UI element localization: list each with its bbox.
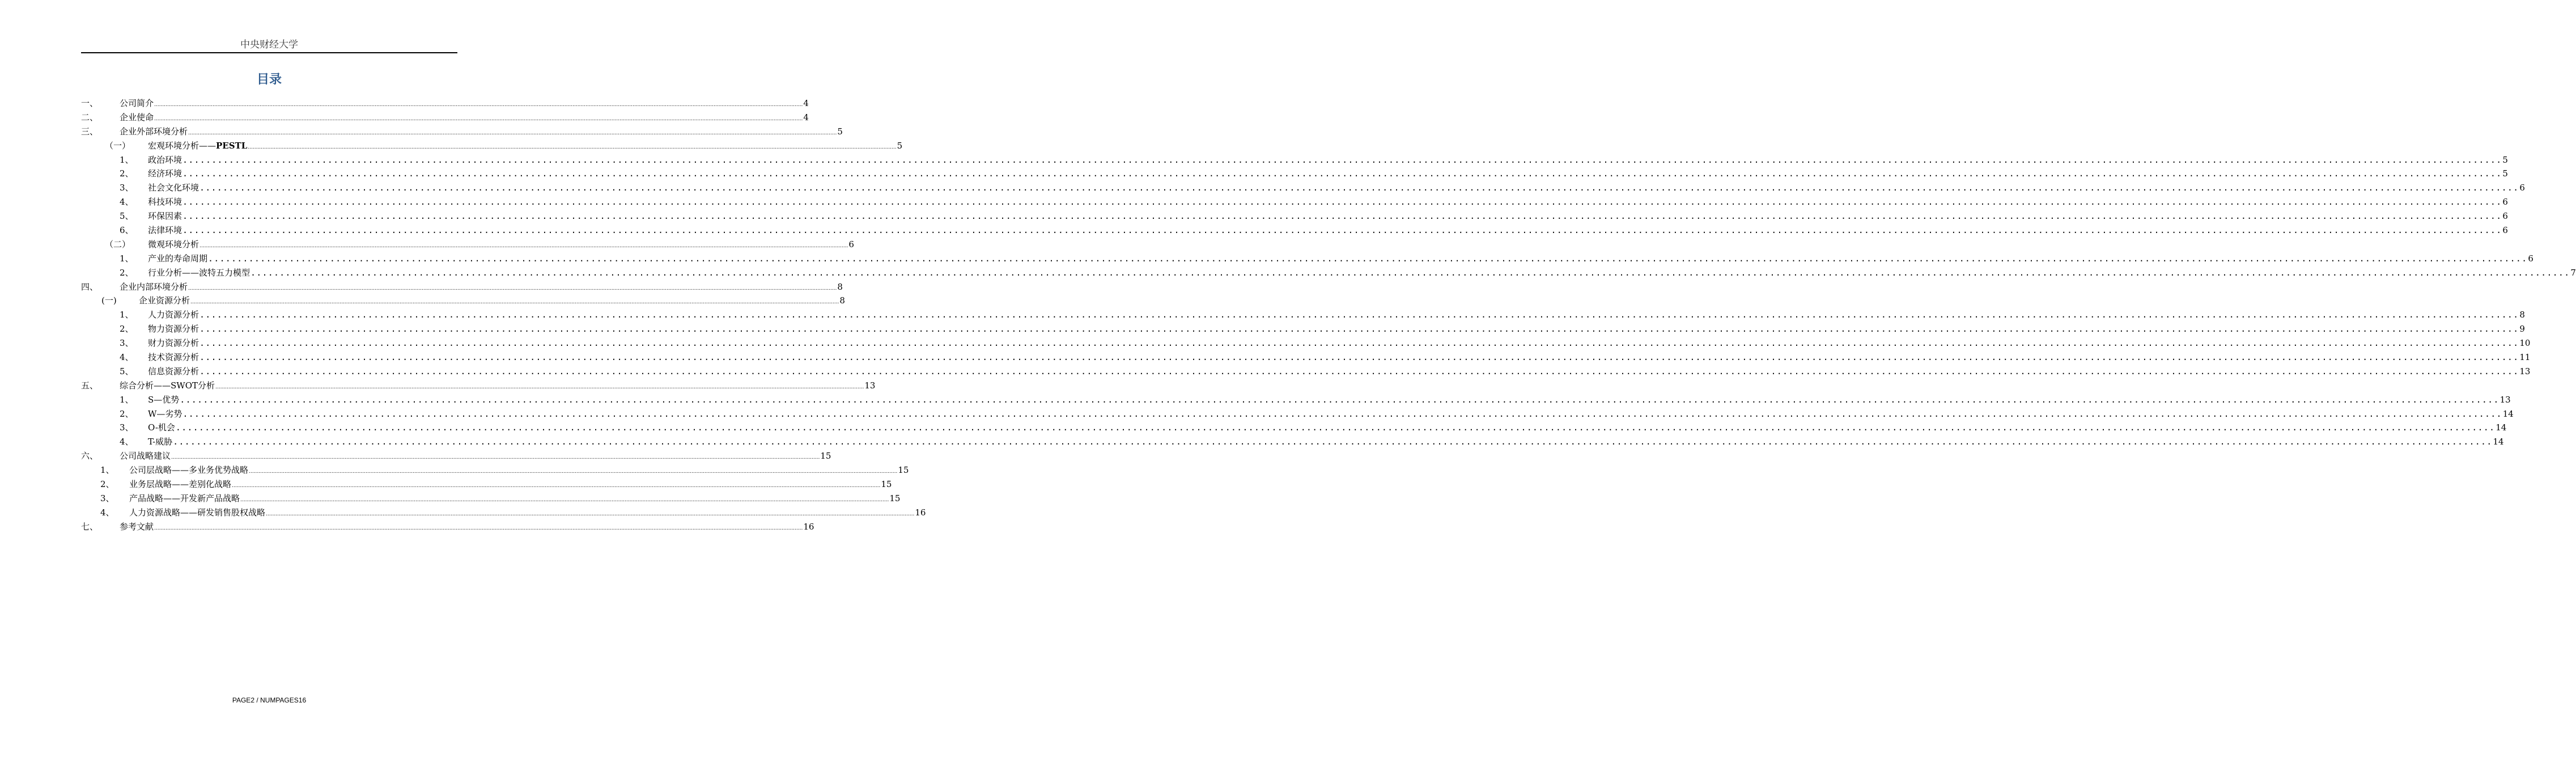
toc-entry-page-number: 15 <box>889 493 901 503</box>
toc-entry-page-number: 13 <box>2499 394 2511 405</box>
toc-entry-number: 3、 <box>120 422 134 433</box>
toc-entry-title[interactable]: S—优势 <box>148 394 180 405</box>
dot-leader: ................................................................................................................................................................................................................................................................................................................................................................................................................ <box>183 154 2502 165</box>
toc-entry-page-number: 4 <box>803 98 809 108</box>
table-of-contents <box>81 96 2576 534</box>
dot-leader: ................................................................................................................................................................................................................................................................................................................................................................................................................ <box>188 285 837 291</box>
toc-entry-number: 七、 <box>81 521 99 532</box>
toc-entry-page-number: 6 <box>848 239 854 249</box>
toc-entry-page-number: 13 <box>864 380 876 391</box>
toc-entry[interactable] <box>81 125 843 139</box>
toc-entry[interactable] <box>81 111 809 125</box>
toc-entry-title[interactable]: 企业使命 <box>120 112 154 122</box>
toc-entry-number: 4、 <box>120 437 134 447</box>
toc-entry-number: （一） <box>105 140 131 151</box>
toc-entry[interactable] <box>81 506 926 520</box>
toc-entry-page-number: 13 <box>2519 366 2531 376</box>
toc-entry-title[interactable]: 政治环境 <box>148 154 183 165</box>
toc-entry-title[interactable]: 财力资源分析 <box>148 338 200 349</box>
toc-entry-number: 2、 <box>120 267 134 278</box>
toc-entry[interactable] <box>81 223 2508 238</box>
toc-entry-page-number: 14 <box>2496 422 2507 433</box>
toc-entry[interactable] <box>81 294 845 308</box>
toc-entry-title[interactable]: T-威胁 <box>148 437 173 447</box>
toc-entry-title[interactable]: 产品战略——开发新产品战略 <box>129 493 240 503</box>
dot-leader: ................................................................................................................................................................................................................................................................................................................................................................................................................ <box>200 352 2519 363</box>
toc-entry[interactable] <box>81 365 2531 379</box>
dot-leader: ................................................................................................................................................................................................................................................................................................................................................................................................................ <box>200 324 2519 335</box>
dot-leader: ................................................................................................................................................................................................................................................................................................................................................................................................................ <box>208 253 2528 264</box>
toc-entry[interactable] <box>81 209 2508 223</box>
toc-entry[interactable] <box>81 379 876 393</box>
dot-leader: ................................................................................................................................................................................................................................................................................................................................................................................................................ <box>180 394 2499 405</box>
toc-entry-page-number: 8 <box>839 295 845 306</box>
toc-entry-title[interactable]: 微观环境分析 <box>148 239 200 249</box>
dot-leader: ................................................................................................................................................................................................................................................................................................................................................................................................................ <box>266 511 915 517</box>
dot-leader: ................................................................................................................................................................................................................................................................................................................................................................................................................ <box>183 168 2502 179</box>
toc-entry-title[interactable]: 企业资源分析 <box>139 295 190 306</box>
toc-entry-page-number: 15 <box>898 465 909 476</box>
dot-leader: ................................................................................................................................................................................................................................................................................................................................................................................................................ <box>190 299 839 306</box>
toc-entry-number: 4、 <box>120 352 134 363</box>
toc-entry-page-number: 9 <box>2519 324 2525 335</box>
toc-entry-title[interactable]: 技术资源分析 <box>148 352 200 363</box>
toc-entry-number: 一、 <box>81 98 99 108</box>
toc-entry-number: （二） <box>105 239 131 249</box>
toc-entry[interactable] <box>81 153 2508 167</box>
toc-entry-title[interactable]: 企业外部环境分析 <box>120 126 188 137</box>
toc-entry-title[interactable]: 业务层战略——差别化战略 <box>129 479 232 490</box>
toc-entry-number: 3、 <box>120 338 134 349</box>
toc-entry[interactable] <box>81 336 2531 350</box>
toc-entry-title[interactable]: 公司战略建议 <box>120 451 171 462</box>
toc-entry[interactable] <box>81 139 903 153</box>
dot-leader: ................................................................................................................................................................................................................................................................................................................................................................................................................ <box>171 455 820 461</box>
toc-entry[interactable] <box>81 280 843 294</box>
toc-entry-number: 3、 <box>100 493 114 503</box>
toc-entry[interactable] <box>81 520 814 534</box>
toc-entry-number: 2、 <box>120 324 134 335</box>
toc-entry-page-number: 6 <box>2519 183 2525 193</box>
toc-entry[interactable] <box>81 266 2576 280</box>
toc-entry[interactable] <box>81 421 2507 435</box>
toc-entry-page-number: 5 <box>2502 154 2508 165</box>
toc-entry-number: 5、 <box>120 366 134 376</box>
toc-entry[interactable] <box>81 322 2525 336</box>
toc-entry-number: 三、 <box>81 126 99 137</box>
dot-leader: ................................................................................................................................................................................................................................................................................................................................................................................................................ <box>215 384 864 390</box>
toc-entry-number: 二、 <box>81 112 99 122</box>
toc-entry-page-number: 16 <box>915 507 926 518</box>
toc-entry-number: 4、 <box>100 507 114 518</box>
toc-entry[interactable] <box>81 350 2531 365</box>
toc-entry-number: 4、 <box>120 197 134 208</box>
dot-leader: ................................................................................................................................................................................................................................................................................................................................................................................................................ <box>200 366 2519 376</box>
toc-entry-page-number: 14 <box>2493 437 2504 447</box>
toc-entry-title[interactable]: 公司层战略——多业务优势战略 <box>129 465 249 476</box>
toc-entry-page-number: 6 <box>2502 211 2508 222</box>
toc-entry-page-number: 10 <box>2519 338 2531 349</box>
toc-entry-page-number: 5 <box>837 126 843 137</box>
toc-entry-title[interactable]: 法律环境 <box>148 225 183 236</box>
toc-entry-title[interactable]: 人力资源战略——研发销售股权战略 <box>129 507 266 518</box>
dot-leader: ................................................................................................................................................................................................................................................................................................................................................................................................................ <box>173 437 2493 447</box>
toc-entry[interactable] <box>81 195 2508 209</box>
toc-entry-title[interactable]: 产业的寿命周期 <box>148 253 208 264</box>
toc-entry-title[interactable]: O-机会 <box>148 422 175 433</box>
toc-entry[interactable] <box>81 463 909 477</box>
toc-entry-page-number: 16 <box>803 521 814 532</box>
dot-leader: ................................................................................................................................................................................................................................................................................................................................................................................................................ <box>248 144 897 150</box>
dot-leader: ................................................................................................................................................................................................................................................................................................................................................................................................................ <box>154 102 803 108</box>
toc-entry[interactable] <box>81 308 2525 322</box>
page-header: 中央财经大学 <box>81 37 457 53</box>
toc-entry[interactable] <box>81 407 2514 421</box>
dot-leader: ................................................................................................................................................................................................................................................................................................................................................................................................................ <box>200 243 848 249</box>
toc-entry[interactable] <box>81 252 2533 266</box>
toc-entry[interactable] <box>81 167 2508 181</box>
toc-entry[interactable] <box>81 449 831 463</box>
dot-leader: ................................................................................................................................................................................................................................................................................................................................................................................................................ <box>200 310 2519 320</box>
toc-entry-title[interactable]: 经济环境 <box>148 168 183 179</box>
toc-entry-title[interactable]: 参考文献 <box>120 521 154 532</box>
toc-entry-page-number: 6 <box>2528 253 2533 264</box>
toc-entry-number: 5、 <box>120 211 134 222</box>
toc-entry-page-number: 15 <box>820 451 831 462</box>
toc-entry-number: 五、 <box>81 380 99 391</box>
dot-leader: ................................................................................................................................................................................................................................................................................................................................................................................................................ <box>154 116 803 122</box>
toc-entry-title[interactable]: 社会文化环境 <box>148 183 200 193</box>
toc-entry-number: 1、 <box>120 154 134 165</box>
toc-entry-title[interactable]: 公司简介 <box>120 98 154 108</box>
toc-entry[interactable] <box>81 393 2511 407</box>
toc-entry-page-number: 5 <box>897 140 903 151</box>
toc-entry-number: 六、 <box>81 451 99 462</box>
toc-entry-title[interactable]: W—劣势 <box>148 408 183 419</box>
toc-entry-number: 1、 <box>120 394 134 405</box>
toc-entry-number: 6、 <box>120 225 134 236</box>
toc-entry-page-number: 6 <box>2502 197 2508 208</box>
toc-entry[interactable] <box>81 477 892 492</box>
toc-entry[interactable] <box>81 492 901 506</box>
dot-leader: ................................................................................................................................................................................................................................................................................................................................................................................................................ <box>251 267 2570 278</box>
toc-entry[interactable] <box>81 435 2504 449</box>
toc-entry-page-number: 8 <box>2519 310 2525 320</box>
toc-entry-page-number: 15 <box>881 479 892 490</box>
toc-entry[interactable] <box>81 238 854 252</box>
dot-leader: ................................................................................................................................................................................................................................................................................................................................................................................................................ <box>183 225 2502 236</box>
toc-entry-number: (一) <box>101 295 117 306</box>
dot-leader: ................................................................................................................................................................................................................................................................................................................................................................................................................ <box>183 408 2502 419</box>
page-footer: PAGE2 / NUMPAGES16 <box>232 696 307 704</box>
dot-leader: ................................................................................................................................................................................................................................................................................................................................................................................................................ <box>232 483 881 489</box>
toc-entry-number: 1、 <box>120 253 134 264</box>
toc-entry-number: 2、 <box>120 168 134 179</box>
toc-entry-page-number: 5 <box>2502 168 2508 179</box>
toc-entry-title[interactable]: 信息资源分析 <box>148 366 200 376</box>
toc-entry-page-number: 8 <box>837 281 843 292</box>
toc-entry-page-number: 4 <box>803 112 809 122</box>
dot-leader: ................................................................................................................................................................................................................................................................................................................................................................................................................ <box>200 183 2519 193</box>
toc-entry-number: 1、 <box>120 310 134 320</box>
dot-leader: ................................................................................................................................................................................................................................................................................................................................................................................................................ <box>183 197 2502 208</box>
dot-leader: ................................................................................................................................................................................................................................................................................................................................................................................................................ <box>175 422 2496 433</box>
toc-entry-title[interactable]: 行业分析——波特五力模型 <box>148 267 251 278</box>
toc-entry-page-number: 11 <box>2519 352 2531 363</box>
toc-title: 目录 <box>256 72 282 87</box>
toc-entry-page-number: 6 <box>2502 225 2508 236</box>
dot-leader: ................................................................................................................................................................................................................................................................................................................................................................................................................ <box>200 338 2519 349</box>
toc-entry-title[interactable]: 科技环境 <box>148 197 183 208</box>
dot-leader: ................................................................................................................................................................................................................................................................................................................................................................................................................ <box>249 469 898 475</box>
dot-leader: ................................................................................................................................................................................................................................................................................................................................................................................................................ <box>183 211 2502 222</box>
toc-entry-number: 2、 <box>120 408 134 419</box>
toc-entry[interactable] <box>81 181 2525 195</box>
toc-entry-title[interactable]: 环保因素 <box>148 211 183 222</box>
dot-leader: ................................................................................................................................................................................................................................................................................................................................................................................................................ <box>154 525 803 531</box>
toc-entry-title[interactable]: 宏观环境分析——PESTL <box>148 140 248 151</box>
toc-entry-title[interactable]: 企业内部环境分析 <box>120 281 188 292</box>
toc-entry[interactable] <box>81 96 809 111</box>
dot-leader: ................................................................................................................................................................................................................................................................................................................................................................................................................ <box>188 130 837 136</box>
toc-entry-number: 3、 <box>120 183 134 193</box>
toc-entry-title[interactable]: 人力资源分析 <box>148 310 200 320</box>
toc-entry-title[interactable]: 综合分析——SWOT分析 <box>120 380 215 391</box>
dot-leader: ................................................................................................................................................................................................................................................................................................................................................................................................................ <box>240 497 889 503</box>
toc-entry-page-number: 14 <box>2502 408 2514 419</box>
toc-entry-number: 四、 <box>81 281 99 292</box>
toc-entry-number: 2、 <box>100 479 114 490</box>
toc-entry-page-number: 7 <box>2570 267 2576 278</box>
toc-entry-number: 1、 <box>100 465 114 476</box>
toc-entry-title[interactable]: 物力资源分析 <box>148 324 200 335</box>
